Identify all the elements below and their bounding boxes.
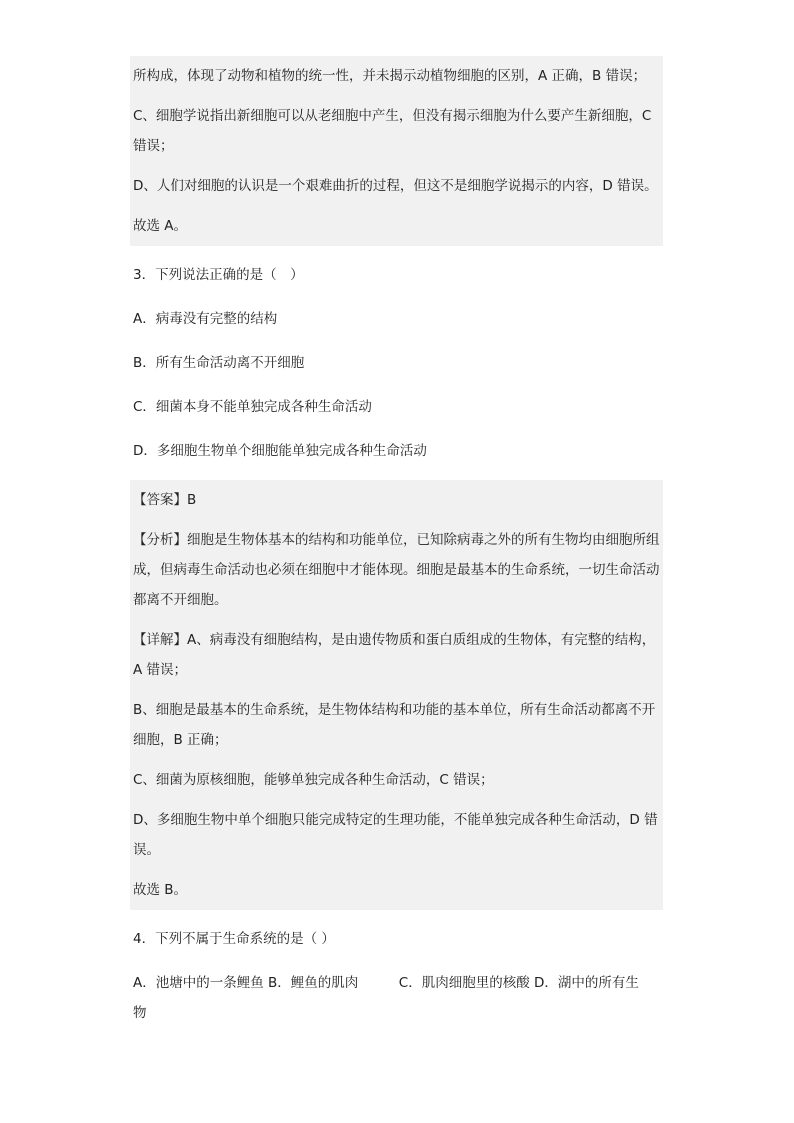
detail-line: B、细胞是最基本的生命系统，是生物体结构和功能的基本单位，所有生命活动都离不开细胞，B 正确；	[133, 702, 656, 748]
conclusion-line: 故选 B。	[133, 882, 188, 898]
detail-line: C、细菌为原核细胞，能够单独完成各种生命活动，C 错误；	[133, 772, 494, 788]
question-stem: 3．下列说法正确的是（ ）	[133, 267, 304, 283]
explanation-line: C、细胞学说指出新细胞可以从老细胞中产生，但没有揭示细胞为什么要产生新细胞，C 错误；	[133, 108, 652, 154]
question-4	[130, 924, 663, 1028]
options-line-continued: 物	[133, 1005, 147, 1021]
previous-explanation	[130, 56, 663, 246]
analysis-paragraph: 【分析】细胞是生物体基本的结构和功能单位，已知除病毒之外的所有生物均由细胞所组成，但病毒生命活动也必须在细胞中才能体现。细胞是最基本的生命系统，一切生命活动都离不开细胞。	[133, 532, 660, 608]
question-3-solution	[130, 480, 663, 910]
detail-line: 【详解】A、病毒没有细胞结构，是由遗传物质和蛋白质组成的生物体，有完整的结构，A 错误；	[133, 632, 656, 678]
options-line: A．池塘中的一条鲤鱼 B．鲤鱼的肌肉 C．肌肉细胞里的核酸 D．湖中的所有生	[133, 975, 639, 991]
explanation-line: 所构成，体现了动物和植物的统一性，并未揭示动植物细胞的区别，A 正确，B 错误；	[133, 68, 647, 84]
option-d: D．多细胞生物单个细胞能单独完成各种生命活动	[133, 443, 427, 459]
explanation-line: D、人们对细胞的认识是一个艰难曲折的过程，但这不是细胞学说揭示的内容，D 错误。	[133, 178, 658, 194]
detail-line: D、多细胞生物中单个细胞只能完成特定的生理功能，不能单独完成各种生命活动，D 错误。	[133, 812, 658, 858]
option-a: A．病毒没有完整的结构	[133, 311, 278, 327]
option-b: B．所有生命活动离不开细胞	[133, 355, 305, 371]
conclusion-line: 故选 A。	[133, 218, 188, 234]
answer-line: 【答案】B	[133, 492, 197, 508]
question-stem: 4．下列不属于生命系统的是（ ）	[133, 931, 335, 947]
option-c: C．细菌本身不能单独完成各种生命活动	[133, 399, 372, 415]
page-content	[130, 56, 663, 1028]
question-3	[130, 260, 663, 466]
